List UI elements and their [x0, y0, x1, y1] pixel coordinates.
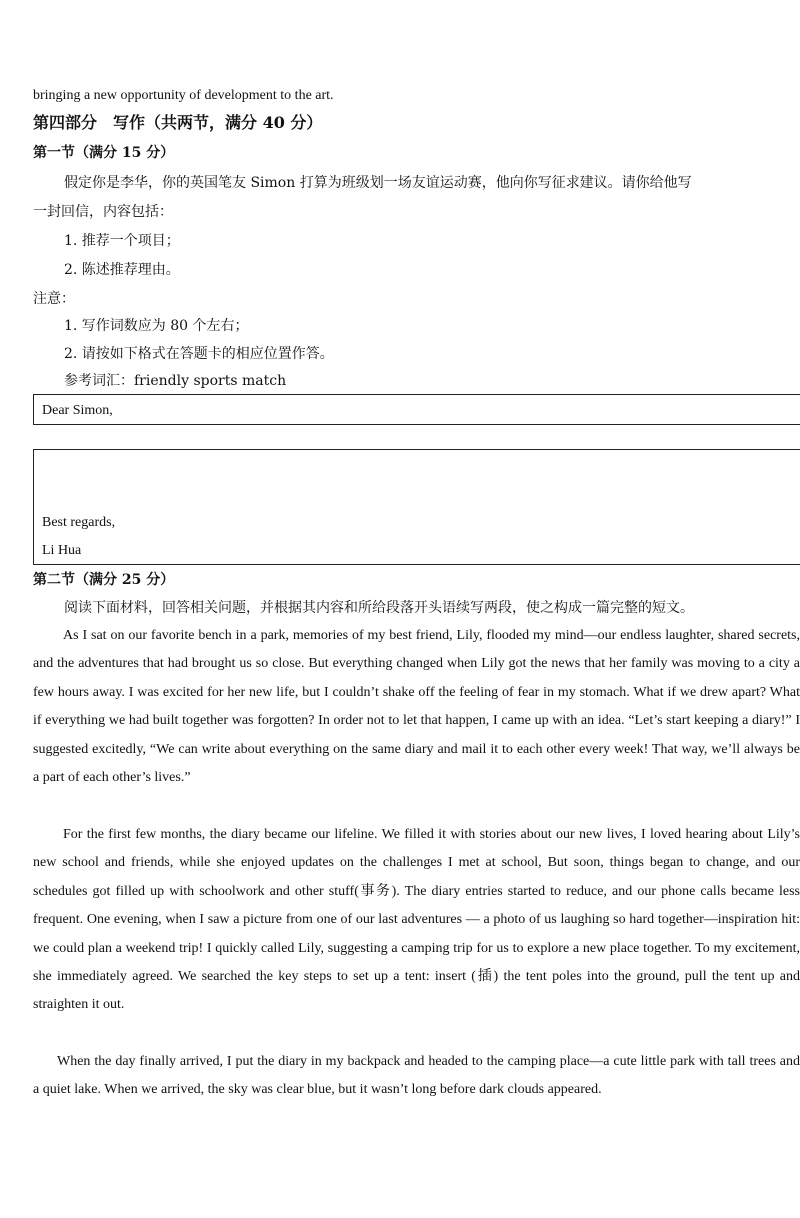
note-1: 1. 写作词数应为 80 个左右； [64, 318, 249, 334]
content-point-1: 1. 推荐一个项目； [64, 233, 180, 249]
section2-heading: 第二节（满分 25 分） [33, 572, 175, 588]
note-label: 注意： [33, 291, 75, 307]
letter-greeting: Dear Simon, [42, 403, 113, 418]
content-point-2: 2. 陈述推荐理由。 [64, 262, 180, 278]
reference-vocabulary: 参考词汇：friendly sports match [64, 373, 287, 389]
letter-closing-box [33, 449, 800, 565]
prompt-line-1: 假定你是李华，你的英国笔友 Simon 打算为班级划一场友谊运动赛，他向你写征求建议。请你给他写 [64, 175, 692, 191]
part4-heading: 第四部分 写作（共两节，满分 40 分） [33, 113, 323, 132]
note-2: 2. 请按如下格式在答题卡的相应位置作答。 [64, 346, 334, 362]
story-paragraph-2-text: For the first few months, the diary became our lifeline. We filled it with stories about our new lives, I loved hearing about Lily’s new school and friends, while she enjoyed updates on the challenges I met at school, But soon, things began to change, and our schedules got filled up with schoolwork and other stuff(事务). The diary entries started to reduce, and our phone calls became less frequent. One evening, when I saw a picture from one of our last adventures — a photo of us laughing so hard together—inspiration hit: we could plan a weekend trip! I quickly called Lily, suggesting a camping trip for us to explore a new place together. To my excitement, she immediately agreed. We searched the key steps to set up a tent: insert (插) the tent poles into the ground, pull the tent up and straighten it out. [33, 827, 800, 1013]
story-paragraph-1-text: As I sat on our favorite bench in a park, memories of my best friend, Lily, flooded my mind—our endless laughter, shared secrets, and the adventures that had brought us so close. But everything changed when Lily got the news that her family was moving to a city a few hours away. I was excited for her new life, but I couldn’t shake off the feeling of fear in my stomach. What if we drew apart? What if everything we had built together was forgotten? In order not to let that happen, I came up with an idea. “Let’s start keeping a diary!” I suggested excitedly, “We can write about everything on the same diary and mail it to each other every week! That way, we’ll always be a part of each other’s lives.” [33, 628, 800, 786]
letter-greeting-box [33, 394, 800, 425]
letter-closing: Best regards, [42, 515, 116, 530]
story-paragraph-3 [33, 1048, 800, 1105]
story-paragraph-3-text: When the day finally arrived, I put the diary in my backpack and headed to the camping place—a cute little park with tall trees and a quiet lake. When we arrived, the sky was clear blue, but it wasn’t long before dark clouds appeared. [33, 1054, 800, 1098]
section2-instruction: 阅读下面材料，回答相关问题，并根据其内容和所给段落开头语续写两段，使之构成一篇完整的短文。 [64, 600, 694, 616]
letter-signature: Li Hua [42, 543, 82, 558]
story-paragraph-2 [33, 821, 800, 1020]
continued-text-line: bringing a new opportunity of development to the art. [33, 88, 334, 103]
prompt-line-2: 一封回信，内容包括： [33, 204, 173, 220]
section1-heading: 第一节（满分 15 分） [33, 145, 175, 161]
story-paragraph-1 [33, 622, 800, 792]
